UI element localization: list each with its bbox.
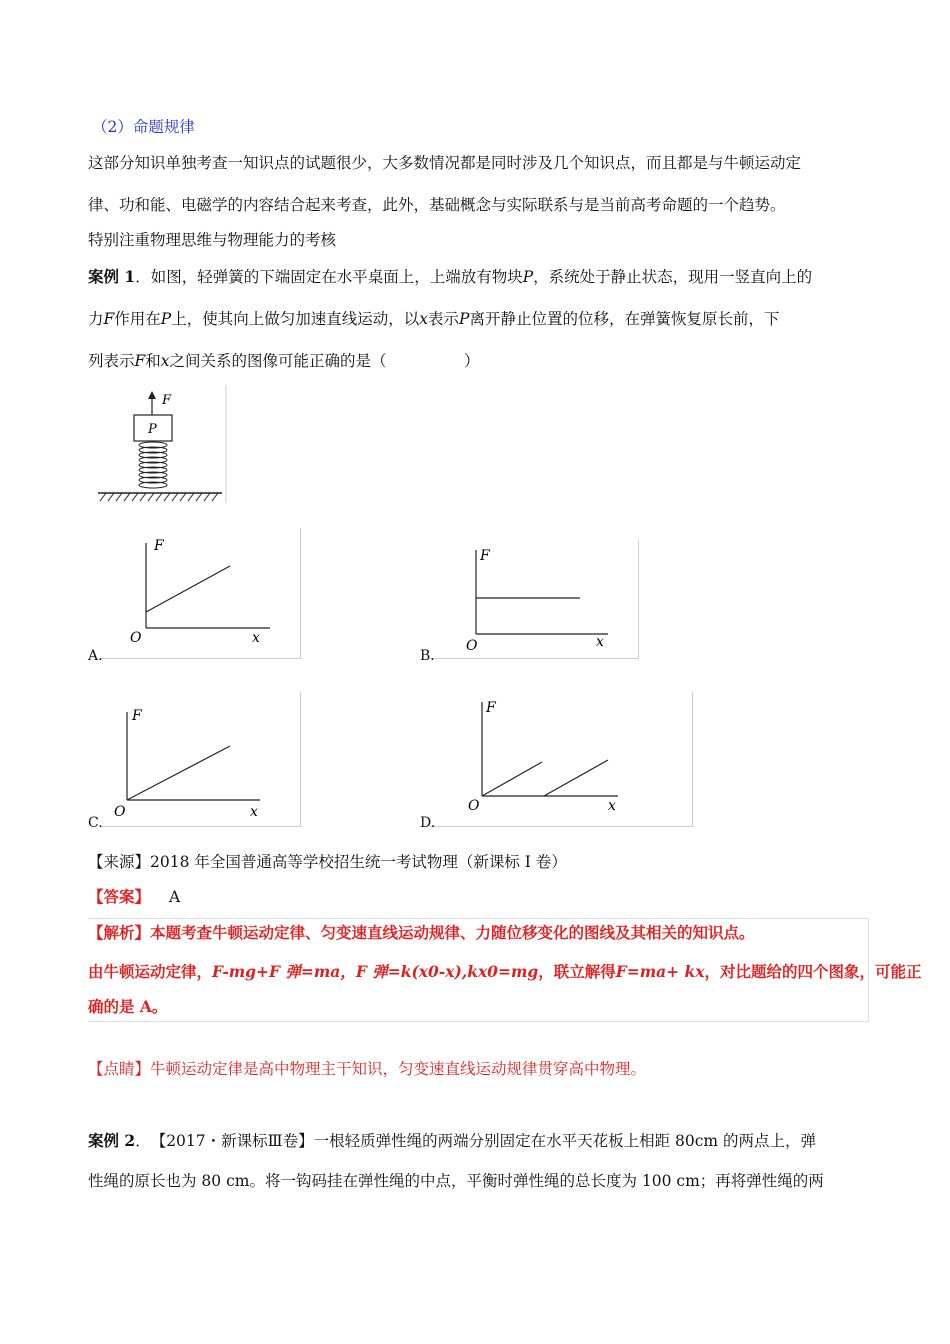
- case1-question-line2: [88, 308, 779, 330]
- y-label: F: [480, 548, 490, 564]
- text: ．如图，轻弹簧的下端固定在水平桌面上，上端放有物块: [135, 268, 523, 286]
- formula: F-mg+F 弹=ma，F 弹=k(x0-x),kx0=mg: [212, 962, 539, 981]
- var-P: P: [160, 310, 172, 328]
- graph-line-2: [544, 760, 608, 796]
- x-label: x: [250, 804, 258, 820]
- y-label: F: [486, 700, 496, 716]
- formula: F=ma+ kx: [615, 962, 705, 981]
- y-label: F: [132, 708, 142, 724]
- answer-label: 【答案】: [88, 887, 151, 906]
- spring-coils: [139, 442, 167, 488]
- text: 力: [88, 310, 104, 328]
- text: ． 【2017・新课标Ⅲ卷】一根轻质弹性绳的两端分别固定在水平天花板上相距 80cm 的两点上，弹: [135, 1132, 817, 1150]
- text: 由牛顿运动定律，: [88, 962, 213, 981]
- case2-line1: [88, 1130, 816, 1152]
- text: ，对比题给的四个图象，可能正: [704, 962, 922, 981]
- comment-line: 【点睛】牛顿运动定律是高中物理主干知识，匀变速直线运动规律贯穿高中物理。: [88, 1060, 647, 1078]
- origin-label: O: [468, 798, 480, 814]
- var-x: x: [160, 352, 170, 370]
- paragraph-line: 这部分知识单独考查一知识点的试题很少，大多数情况都是同时涉及几个知识点，而且都是与牛顿运动定: [88, 154, 802, 172]
- option-d-label[interactable]: D.: [420, 815, 436, 831]
- x-label: x: [608, 798, 616, 814]
- graph-line: [127, 746, 230, 800]
- analysis-line2: [88, 961, 922, 983]
- var-F: F: [134, 352, 146, 370]
- paragraph-line: 律、功和能、电磁学的内容结合起来考查，此外，基础概念与实际联系与是当前高考命题的一个趋势。: [88, 196, 786, 214]
- text: 之间关系的图像可能正确的是（ ）: [169, 352, 480, 370]
- option-b-graph[interactable]: [430, 540, 638, 658]
- var-x: x: [419, 310, 428, 328]
- var-F: F: [103, 310, 115, 328]
- force-label: F: [162, 393, 172, 408]
- block-label: P: [148, 422, 157, 437]
- ground-hatch: [100, 493, 218, 501]
- text: 上，使其向上做匀加速直线运动，以: [171, 310, 420, 328]
- arrow-head: [148, 391, 156, 399]
- answer-line: [88, 886, 180, 908]
- text: ，联立解得: [538, 962, 616, 981]
- var-P: P: [459, 310, 470, 328]
- option-c-label[interactable]: C.: [88, 815, 103, 831]
- x-label: x: [252, 630, 260, 646]
- text: 作用在: [114, 310, 161, 328]
- option-a-graph[interactable]: [100, 528, 300, 658]
- case1-question-line3: [88, 350, 480, 372]
- graph-line: [146, 566, 230, 612]
- text: 离开静止位置的位移，在弹簧恢复原长前，下: [469, 310, 780, 328]
- case2-line2: 性绳的原长也为 80 cm。将一钩码挂在弹性绳的中点，平衡时弹性绳的总长度为 100 cm；再将弹性绳的两: [88, 1172, 824, 1190]
- case1-question-line1: [88, 266, 812, 288]
- var-P: P: [522, 268, 534, 286]
- case1-label: 案例 1: [88, 267, 136, 286]
- analysis-line3: 确的是 A。: [88, 997, 168, 1016]
- text: 列表示: [88, 352, 135, 370]
- source-line: 【来源】2018 年全国普通高等学校招生统一考试物理（新课标 I 卷）: [88, 853, 567, 871]
- text: 和: [145, 352, 161, 370]
- graph-line-1: [482, 762, 542, 796]
- option-a-label[interactable]: A.: [88, 648, 103, 664]
- option-b-label[interactable]: B.: [420, 648, 435, 664]
- section-heading: （2）命题规律: [92, 118, 195, 136]
- answer-value: A: [168, 888, 181, 906]
- analysis-line1: 【解析】本题考查牛顿运动定律、匀变速直线运动规律、力随位移变化的图线及其相关的知识点。: [88, 923, 755, 942]
- spring-figure: [88, 385, 233, 505]
- option-d-graph[interactable]: [430, 692, 692, 826]
- option-c-graph[interactable]: [100, 692, 300, 826]
- origin-label: O: [466, 638, 478, 654]
- origin-label: O: [114, 804, 126, 820]
- x-label: x: [596, 634, 604, 650]
- text: 表示: [428, 310, 460, 328]
- text: ，系统处于静止状态，现用一竖直向上的: [533, 268, 813, 286]
- case2-label: 案例 2: [88, 1131, 136, 1150]
- paragraph-line: 特别注重物理思维与物理能力的考核: [88, 231, 337, 249]
- origin-label: O: [130, 630, 142, 646]
- y-label: F: [154, 538, 164, 554]
